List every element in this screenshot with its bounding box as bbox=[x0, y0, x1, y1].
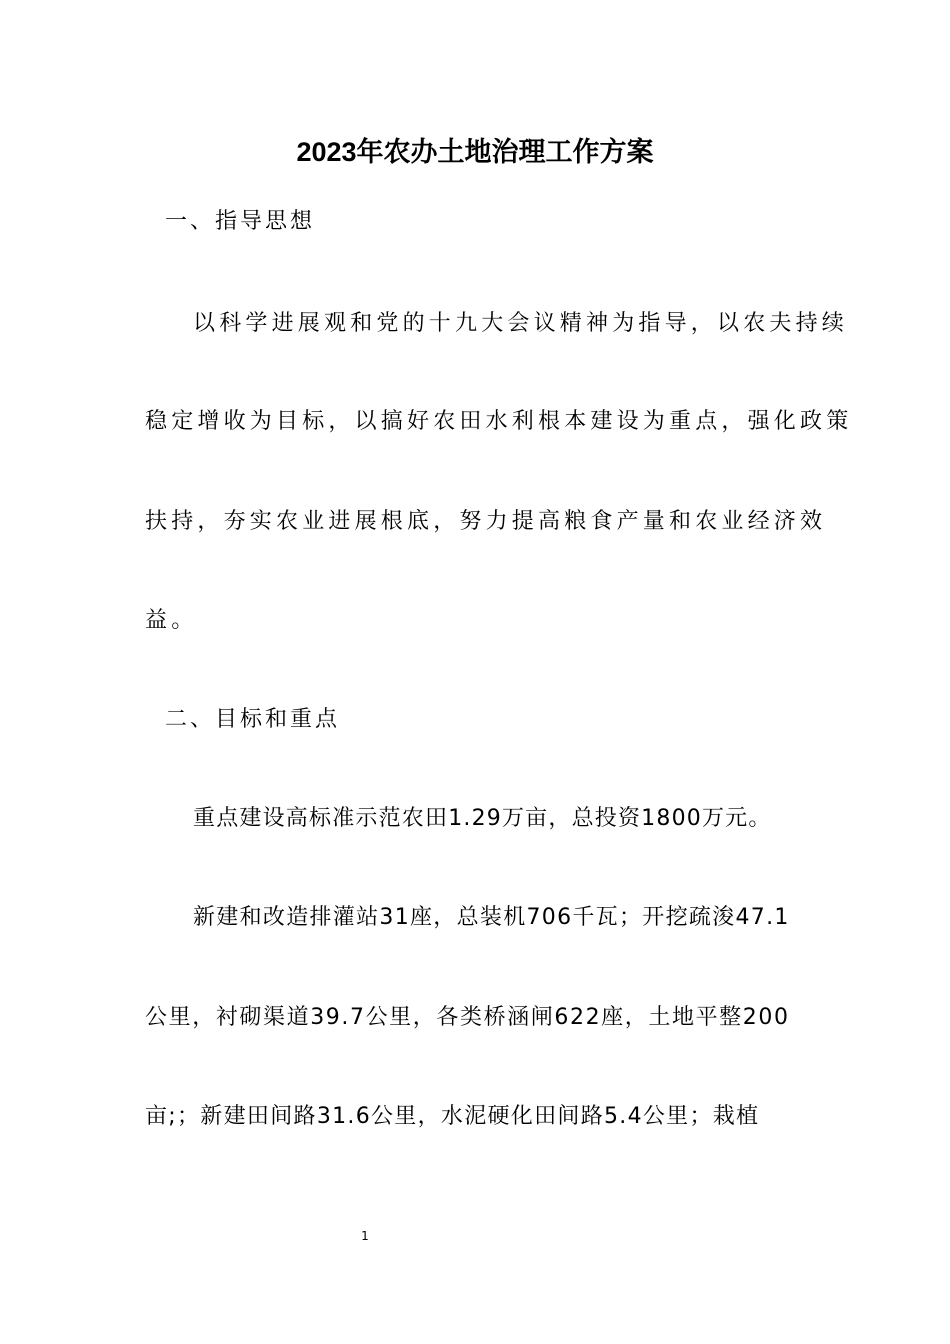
paragraph-line: 扶持，夯实农业进展根底，努力提高粮食产量和农业经济效 bbox=[145, 509, 827, 534]
section-heading-goals: 二、目标和重点 bbox=[165, 707, 341, 732]
page-number: 1 bbox=[361, 1229, 369, 1243]
paragraph-line: 新建和改造排灌站31座，总装机706千瓦；开挖疏浚47.1 bbox=[193, 905, 790, 930]
paragraph-line: 以科学进展观和党的十九大会议精神为指导，以农夫持续 bbox=[193, 311, 849, 336]
paragraph-line: 公里，衬砌渠道39.7公里，各类桥涵闸622座，土地平整200 bbox=[145, 1005, 790, 1030]
paragraph-line: 重点建设高标准示范农田1.29万亩，总投资1800万元。 bbox=[193, 806, 772, 831]
paragraph-line: 益。 bbox=[145, 608, 198, 633]
section-heading-guiding-thought: 一、指导思想 bbox=[165, 209, 316, 234]
paragraph-line: 稳定增收为目标，以搞好农田水利根本建设为重点，强化政策 bbox=[145, 409, 853, 434]
document-title: 2023年农办土地治理工作方案 bbox=[296, 137, 654, 167]
paragraph-line: 亩;；新建田间路31.6公里，水泥硬化田间路5.4公里；栽植 bbox=[145, 1104, 760, 1129]
